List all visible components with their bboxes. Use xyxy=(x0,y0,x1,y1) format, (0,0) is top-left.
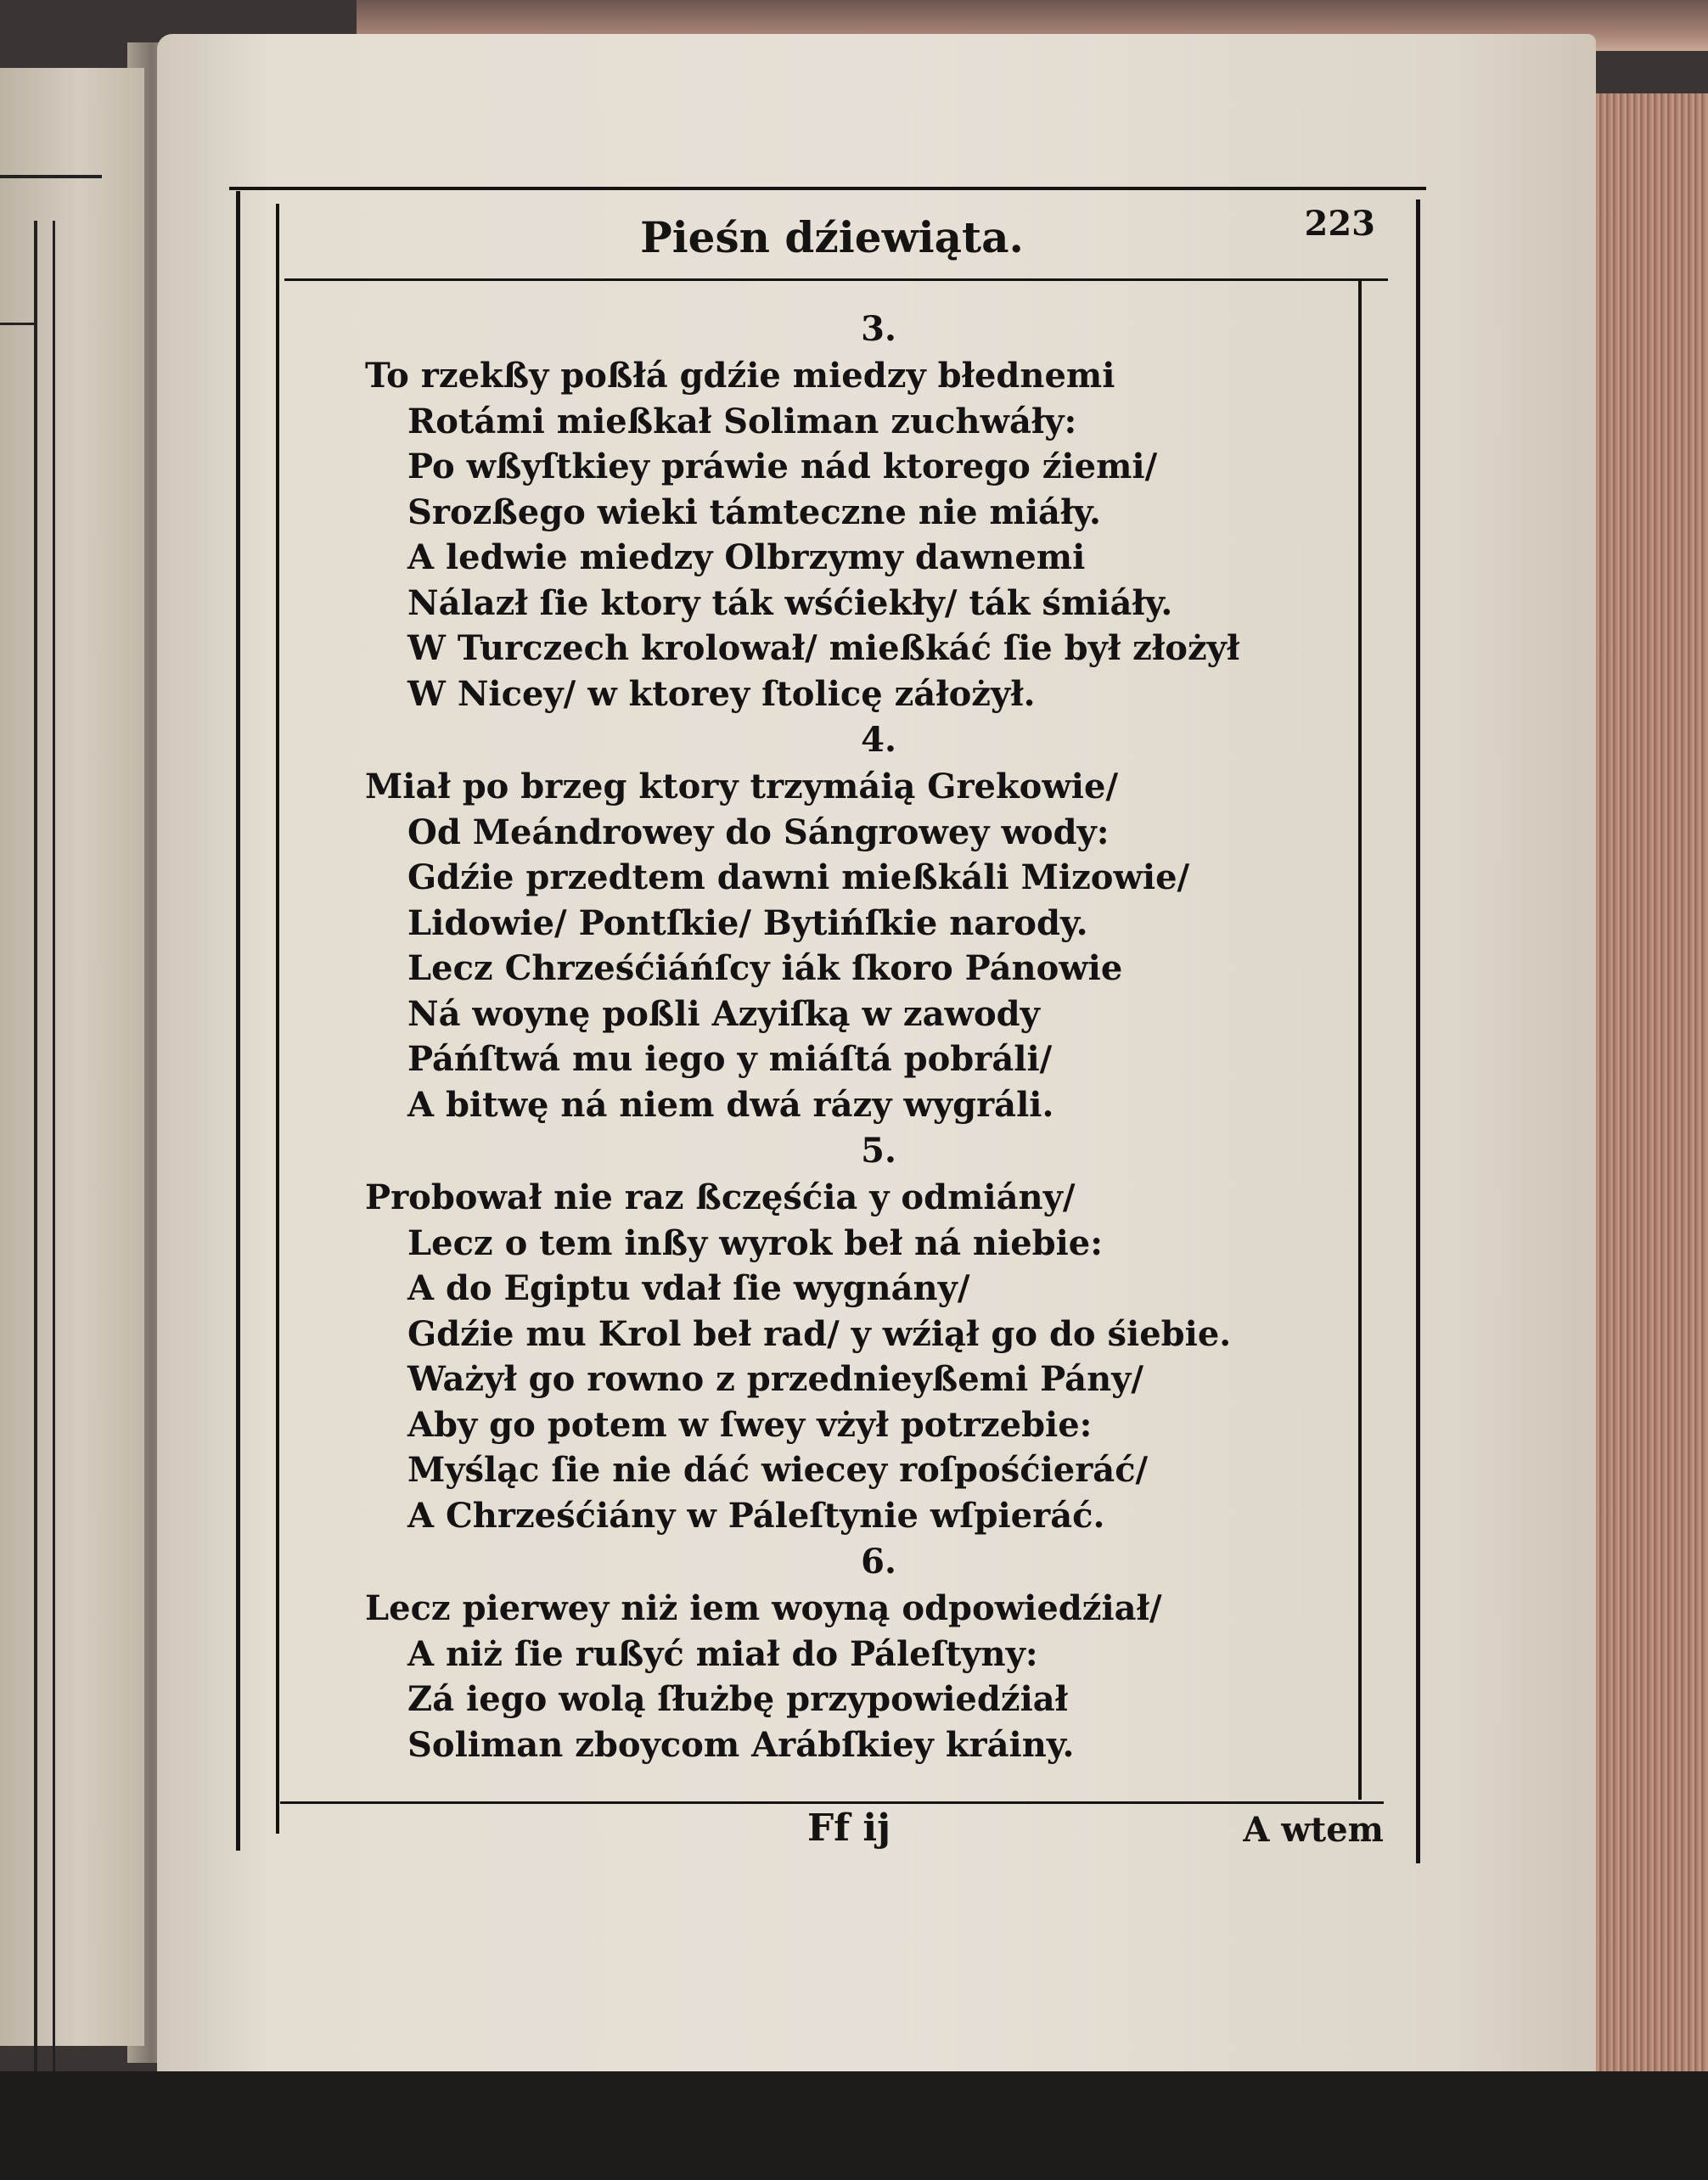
verse-line: Lidowie/ Pontſkie/ Bytińſkie narody. xyxy=(407,902,1088,943)
verse-line: Soliman zboycom Arábſkiey kráiny. xyxy=(407,1724,1075,1765)
frame-top-rule xyxy=(229,187,1426,190)
verse-line: W Turczech krolował/ mießkáć ſie był złożył xyxy=(407,628,1240,668)
verse-line: Miał po brzeg ktory trzymáią Grekowie/ xyxy=(365,767,1119,806)
verse-line: Lecz pierwey niż iem woyną odpowiedźiał/ xyxy=(365,1588,1162,1628)
frame-inner-left xyxy=(276,204,279,1834)
verse-line: A niż ſie rußyć miał do Páleſtyny: xyxy=(407,1633,1038,1674)
verse-line: Aby go potem w ſwey vżył potrzebie: xyxy=(407,1404,1093,1445)
stanza-number: 4. xyxy=(861,720,896,760)
running-head: Pieśn dźiewiąta. xyxy=(640,212,1024,262)
stanza-number: 5. xyxy=(861,1131,896,1171)
verse-line: Srozßego wieki támteczne nie miáły. xyxy=(407,492,1101,532)
verse-line: A bitwę ná niem dwá rázy wygráli. xyxy=(407,1084,1054,1125)
verse-line: Probował nie raz ßczęśćia y odmiány/ xyxy=(365,1177,1076,1217)
stanza-number: 6. xyxy=(861,1542,896,1582)
verse-line: Rotámi mießkał Soliman zuchwáły: xyxy=(407,401,1077,441)
verse-line: Nálazł ſie ktory ták wśćiekły/ ták śmiáły. xyxy=(407,582,1173,623)
verse-line: Po wßyſtkiey práwie nád ktorego źiemi/ xyxy=(407,447,1158,486)
left-page xyxy=(0,68,144,2046)
verse-line: Zá iego wolą ſłużbę przypowiedźiał xyxy=(407,1679,1069,1719)
frame-inner-right xyxy=(1358,280,1362,1800)
table-shadow xyxy=(0,2071,1708,2180)
page-number: 223 xyxy=(1304,204,1375,244)
frame-outer-left xyxy=(236,191,240,1851)
frame-bottom-rule xyxy=(280,1801,1384,1804)
verse-line: A ledwie miedzy Olbrzymy dawnemi xyxy=(407,537,1086,577)
verse-line: Lecz o tem inßy wyrok beł ná niebie: xyxy=(407,1222,1104,1263)
frame-outer-right xyxy=(1416,199,1420,1863)
catchword: A wtem xyxy=(1243,1810,1384,1850)
verse-line: Myśląc ſie nie dáć wiecey roſpośćieráć/ xyxy=(407,1450,1149,1490)
signature-mark: Ff ij xyxy=(806,1806,891,1850)
frame-head-rule xyxy=(284,278,1388,281)
verse-line: A do Egiptu vdał ſie wygnány/ xyxy=(407,1268,970,1308)
stanza-number: 3. xyxy=(861,309,896,349)
verse-line: Páńſtwá mu iego y miáſtá pobráli/ xyxy=(407,1039,1053,1079)
verse-line: To rzekßy poßłá gdźie miedzy błednemi xyxy=(365,356,1115,396)
verse-line: Gdźie mu Krol beł rad/ y wźiął go do śiebie. xyxy=(407,1313,1232,1354)
page-edges xyxy=(1596,93,1708,2080)
verse-line: Lecz Chrześćiáńſcy iák ſkoro Pánowie xyxy=(407,948,1123,988)
verse-line: Gdźie przedtem dawni mießkáli Mizowie/ xyxy=(407,857,1190,897)
verse-line: Od Meándrowey do Sángrowey wody: xyxy=(407,812,1110,852)
verse-line: Ná woynę poßli Azyiſką w zawody xyxy=(407,993,1040,1034)
poem-text xyxy=(365,306,1358,1767)
verse-line: W Nicey/ w ktorey ſtolicę záłożył. xyxy=(407,673,1036,714)
verse-line: Ważył go rowno z przednieyßemi Pány/ xyxy=(407,1359,1144,1399)
verse-line: A Chrześćiány w Páleſtynie wſpieráć. xyxy=(407,1495,1105,1536)
